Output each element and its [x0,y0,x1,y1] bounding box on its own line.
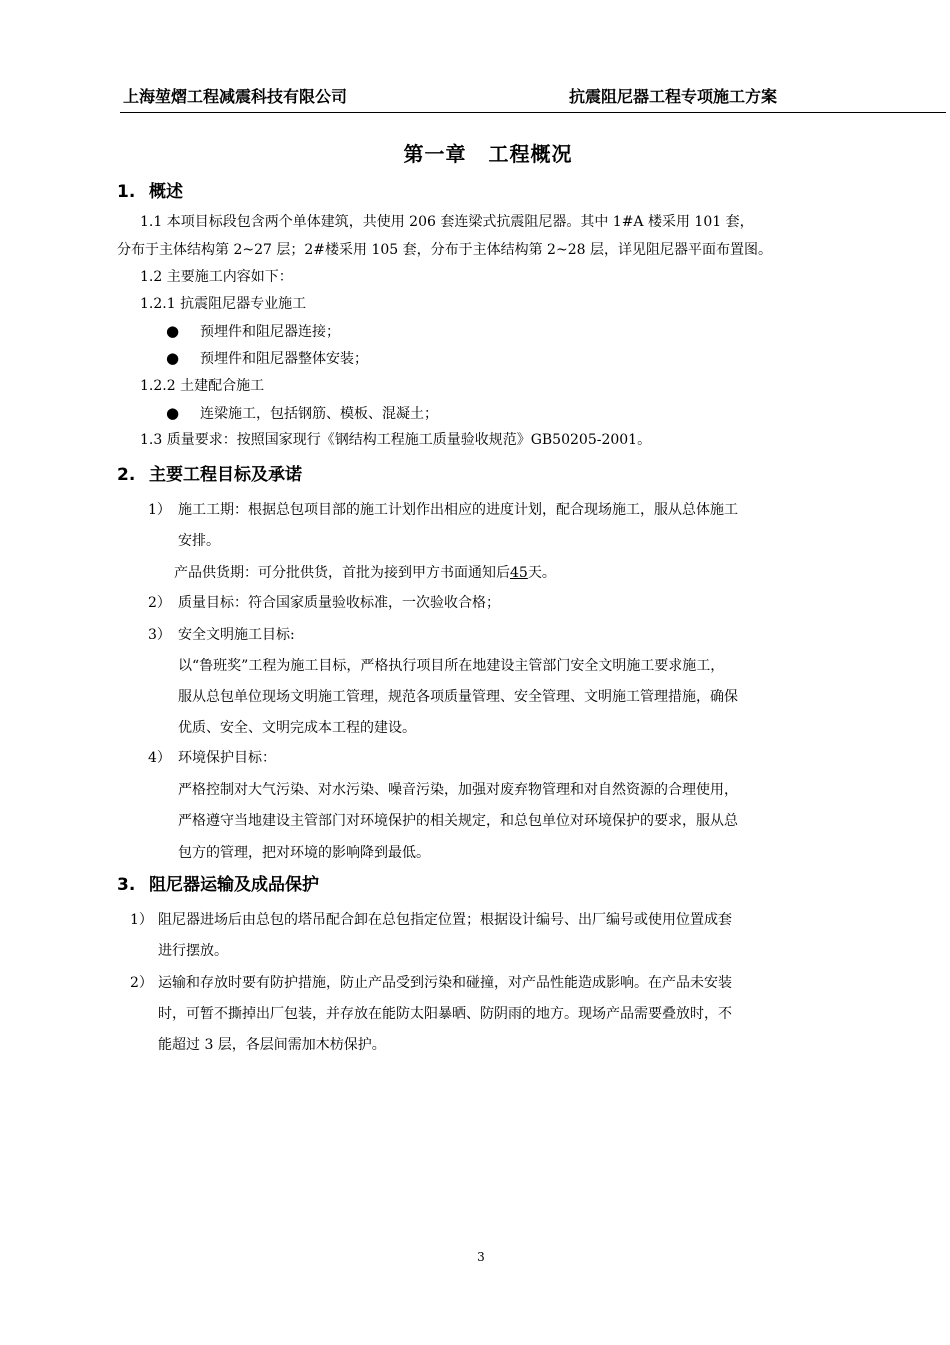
bullet-item: ● 预埋件和阻尼器连接； [166,322,340,340]
chapter-number: 第一章 [403,142,467,166]
supply-days-value: 45 [510,565,528,581]
bullet-item: ● 预埋件和阻尼器整体安装； [166,349,368,367]
paragraph-1-1-line-2: 分布于主体结构第 2~27 层；2#楼采用 105 套，分布于主体结构第 2~28 层，详见阻尼器平面布置图。 [117,242,772,258]
paragraph-1-3: 1.3 质量要求：按照国家现行《钢结构工程施工质量验收规范》GB50205-2001。 [140,432,652,448]
chapter-name: 工程概况 [488,142,573,166]
goal-1-line-1: 施工工期：根据总包项目部的施工计划作出相应的进度计划，配合现场施工，服从总体施工 [178,502,738,518]
page-number: 3 [477,1250,485,1264]
transport-2-line-2: 时，可暂不撕掉出厂包装，并存放在能防太阳暴晒、防阴雨的地方。现场产品需要叠放时，不 [158,1006,732,1022]
bullet-icon: ● [166,349,180,367]
bullet-icon: ● [166,404,180,422]
goal-4: 环境保护目标： [178,750,276,766]
paragraph-1-2-1: 1.2.1 抗震阻尼器专业施工 [140,296,307,312]
transport-1-line-1: 阻尼器进场后由总包的塔吊配合卸在总包指定位置；根据设计编号、出厂编号或使用位置成套 [158,912,732,928]
goal-3-line-2: 服从总包单位现场文明施工管理，规范各项质量管理、安全管理、文明施工管理措施，确保 [178,689,738,705]
goal-3-line-1: 以“鲁班奖”工程为施工目标，严格执行项目所在地建设主管部门安全文明施工要求施工， [178,658,725,674]
paragraph-1-2-2: 1.2.2 土建配合施工 [140,378,265,394]
header-company: 上海堃熠工程减震科技有限公司 [123,87,348,106]
transport-2-line-3: 能超过 3 层，各层间需加木枋保护。 [158,1037,386,1053]
goal-1-line-2: 安排。 [178,533,220,549]
goal-3-line-3: 优质、安全、文明完成本工程的建设。 [178,720,416,736]
section-3-heading: 3. 阻尼器运输及成品保护 [117,875,319,895]
list-number: 4） [148,750,171,766]
supply-period: 产品供货期：可分批供货，首批为接到甲方书面通知后45天。 [174,565,556,581]
bullet-icon: ● [166,322,180,340]
paragraph-1-2: 1.2 主要施工内容如下： [140,269,293,285]
chapter-title [0,138,950,167]
list-number: 2） [130,975,153,991]
goal-2: 质量目标：符合国家质量验收标准，一次验收合格； [178,595,500,611]
transport-2-line-1: 运输和存放时要有防护措施，防止产品受到污染和碰撞，对产品性能造成影响。在产品未安装 [158,975,732,991]
list-number: 3） [148,627,171,643]
bullet-item: ● 连梁施工，包括钢筋、模板、混凝土； [166,404,438,422]
list-number: 2） [148,595,171,611]
goal-4-line-3: 包方的管理，把对环境的影响降到最低。 [178,845,430,861]
paragraph-1-1-line-1: 1.1 本项目标段包含两个单体建筑，共使用 206 套连梁式抗震阻尼器。其中 1#A 楼采用 101 套， [140,214,754,230]
page-header [120,82,946,113]
goal-4-line-1: 严格控制对大气污染、对水污染、噪音污染，加强对废弃物管理和对自然资源的合理使用， [178,782,738,798]
goal-4-line-2: 严格遵守当地建设主管部门对环境保护的相关规定，和总包单位对环境保护的要求，服从总 [178,813,738,829]
list-number: 1） [130,912,153,928]
section-1-heading: 1. 概述 [117,182,183,202]
goal-3: 安全文明施工目标: [178,627,295,643]
transport-1-line-2: 进行摆放。 [158,943,228,959]
header-project-title: 抗震阻尼器工程专项施工方案 [569,87,778,106]
list-number: 1） [148,502,171,518]
section-2-heading: 2. 主要工程目标及承诺 [117,465,302,485]
